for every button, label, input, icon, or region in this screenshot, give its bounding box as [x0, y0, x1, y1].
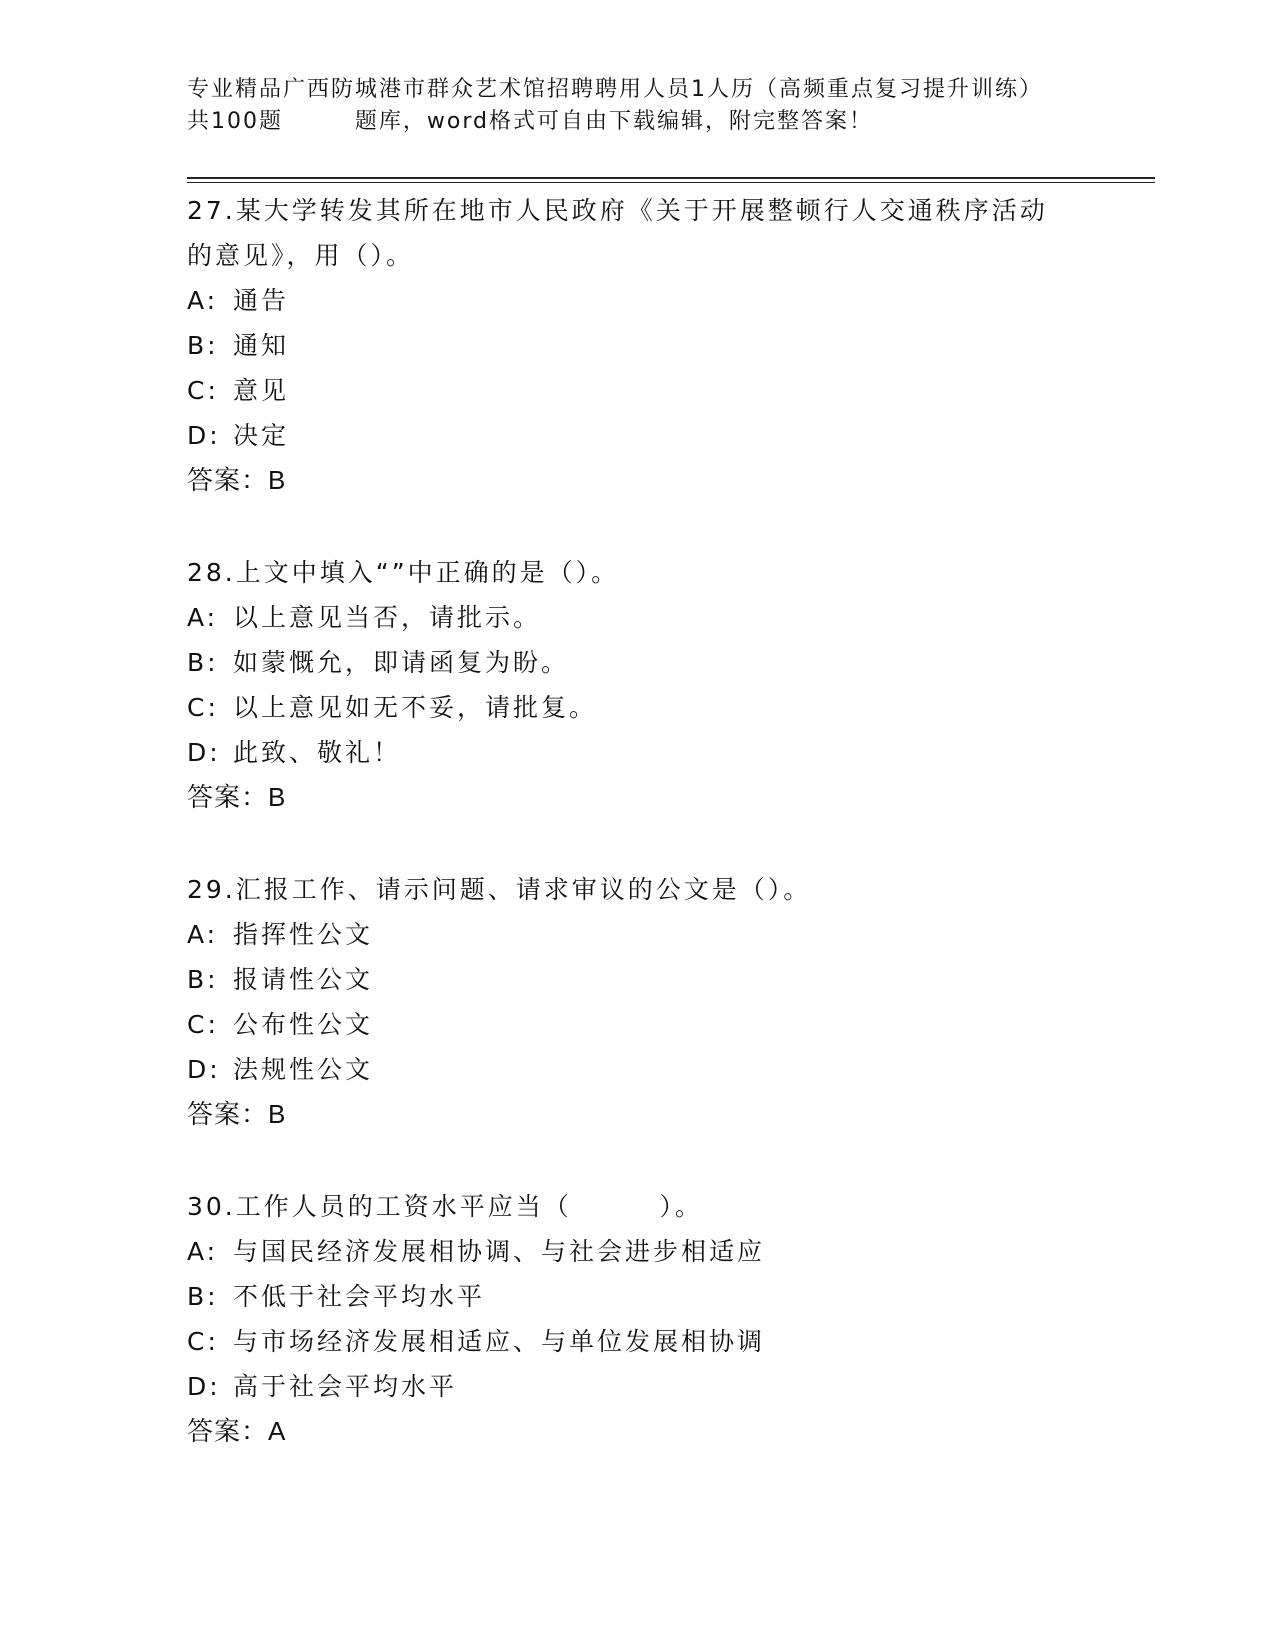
option-letter: D: [187, 1372, 221, 1401]
question-27 [187, 188, 1147, 503]
option-text: 法规性公文 [233, 1055, 374, 1084]
header-subtitle-line: 共100题 题库，word格式可自由下载编辑，附完整答案！ [187, 109, 874, 134]
question-30 [187, 1184, 1147, 1454]
option-text: 与国民经济发展相协调、与社会进步相适应 [233, 1237, 766, 1266]
option-a [187, 595, 1147, 640]
answer-line: 答案：A [187, 1416, 287, 1446]
option-b [187, 1274, 1147, 1319]
option-d [187, 730, 1147, 775]
header-title-line: 专业精品广西防城港市群众艺术馆招聘聘用人员1人历（高频重点复习提升训练） [187, 77, 1043, 102]
spacer [187, 1137, 1147, 1184]
option-a [187, 1229, 1147, 1274]
header-divider-thick [187, 177, 1155, 179]
question-28 [187, 550, 1147, 820]
option-text: 以上意见当否，请批示。 [233, 603, 542, 632]
question-stem: 的意见》，用（）。 [187, 241, 415, 270]
option-letter: D: [187, 421, 221, 450]
spacer [187, 820, 1147, 867]
option-c [187, 368, 1147, 413]
option-text: 以上意见如无不妥，请批复。 [233, 693, 598, 722]
option-text: 指挥性公文 [233, 920, 374, 949]
option-text: 如蒙慨允，即请函复为盼。 [233, 648, 570, 677]
document-header [187, 74, 1087, 138]
option-b [187, 957, 1147, 1002]
option-text: 与市场经济发展相适应、与单位发展相协调 [233, 1327, 766, 1356]
option-text: 决定 [233, 421, 290, 450]
header-divider-thin [187, 182, 1155, 183]
option-b [187, 640, 1147, 685]
option-d [187, 413, 1147, 458]
spacer [187, 503, 1147, 550]
option-c [187, 685, 1147, 730]
option-text: 通告 [233, 286, 290, 315]
answer-line: 答案：B [187, 782, 287, 812]
option-letter: B: [187, 965, 219, 994]
option-letter: B: [187, 648, 219, 677]
option-letter: A: [187, 286, 219, 315]
option-letter: C: [187, 376, 219, 405]
option-text: 不低于社会平均水平 [233, 1282, 486, 1311]
question-29 [187, 867, 1147, 1137]
option-letter: C: [187, 1010, 219, 1039]
option-text: 高于社会平均水平 [233, 1372, 458, 1401]
option-text: 此致、敬礼！ [233, 738, 402, 767]
option-a [187, 278, 1147, 323]
option-letter: A: [187, 920, 219, 949]
option-d [187, 1364, 1147, 1409]
option-c [187, 1002, 1147, 1047]
option-a [187, 912, 1147, 957]
option-b [187, 323, 1147, 368]
option-letter: D: [187, 1055, 221, 1084]
answer-line: 答案：B [187, 465, 287, 495]
option-letter: A: [187, 603, 219, 632]
question-stem: 29.汇报工作、请示问题、请求审议的公文是（）。 [187, 875, 812, 904]
question-stem: 30.工作人员的工资水平应当（ ）。 [187, 1192, 703, 1221]
option-text: 公布性公文 [233, 1010, 374, 1039]
question-stem: 27.某大学转发其所在地市人民政府《关于开展整顿行人交通秩序活动 [187, 196, 1048, 225]
option-text: 通知 [233, 331, 290, 360]
question-stem: 28.上文中填入“”中正确的是（）。 [187, 558, 620, 587]
option-text: 意见 [233, 376, 290, 405]
option-d [187, 1047, 1147, 1092]
option-letter: B: [187, 1282, 219, 1311]
option-c [187, 1319, 1147, 1364]
option-text: 报请性公文 [233, 965, 374, 994]
option-letter: C: [187, 693, 219, 722]
option-letter: B: [187, 331, 219, 360]
option-letter: A: [187, 1237, 219, 1266]
answer-line: 答案：B [187, 1099, 287, 1129]
option-letter: C: [187, 1327, 219, 1356]
question-list [187, 188, 1147, 1454]
option-letter: D: [187, 738, 221, 767]
